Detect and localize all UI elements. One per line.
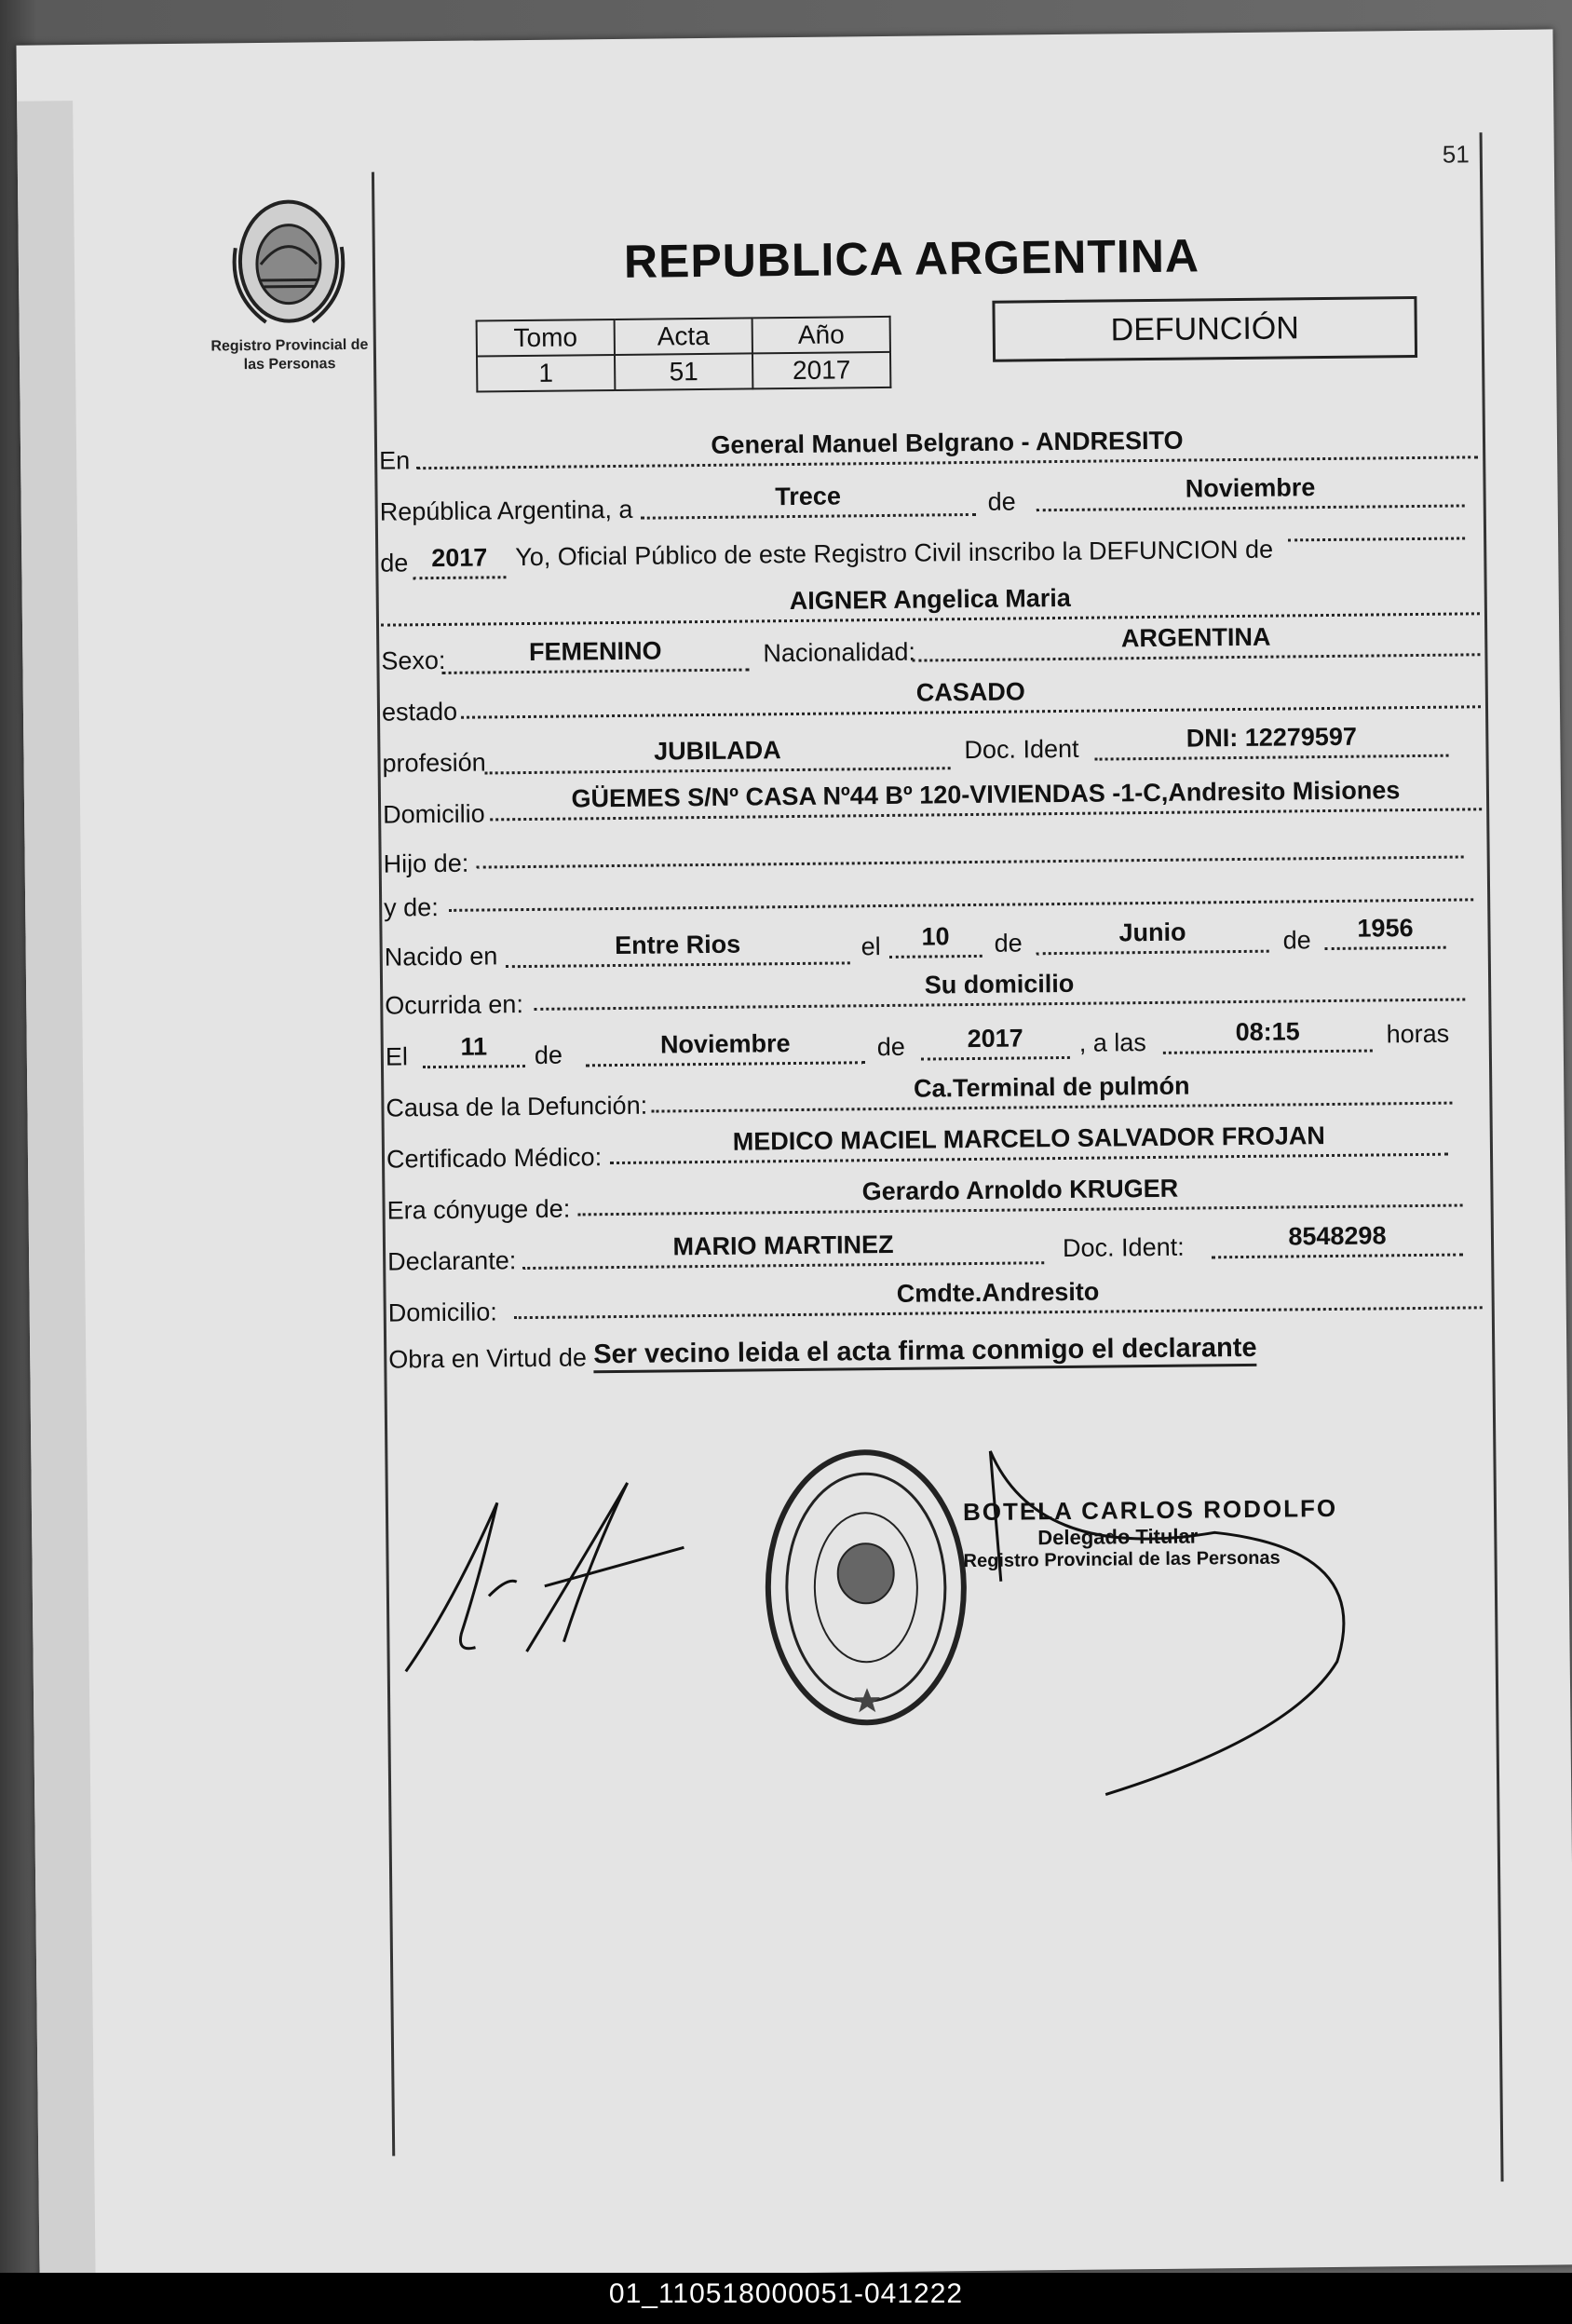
- value-domicilio-2: Cmdte.Andresito: [513, 1273, 1482, 1319]
- value-inscribo-blank: [1288, 533, 1465, 541]
- label-nacido: Nacido en: [384, 942, 498, 972]
- handwritten-signature: [385, 1463, 740, 1691]
- acta-table: [476, 316, 892, 393]
- official-seal: [757, 1437, 974, 1737]
- label-ocurrida: Ocurrida en:: [385, 990, 524, 1020]
- value-domicilio: GÜEMES S/Nº CASA Nº44 Bº 120-VIVIENDAS -1-C,Andresito Misiones: [490, 775, 1482, 821]
- signatory-org: Registro Provincial de las Personas: [963, 1547, 1281, 1572]
- acta-value-acta: 51: [615, 353, 752, 390]
- label-republica: República Argentina, a: [379, 495, 633, 526]
- acta-value-anio: 2017: [752, 352, 890, 389]
- label-a-las: , a las: [1078, 1028, 1146, 1057]
- label-de-3: de: [534, 1040, 563, 1069]
- label-de-2: de: [1282, 926, 1311, 955]
- crest-caption-line2: las Personas: [243, 356, 336, 374]
- label-causa: Causa de la Defunción:: [386, 1091, 648, 1122]
- label-de: de: [987, 487, 1016, 516]
- value-declarante: MARIO MARTINEZ: [522, 1229, 1044, 1270]
- label-horas: horas: [1386, 1019, 1450, 1049]
- label-de-1: de: [994, 929, 1023, 958]
- page-number: 51: [1442, 140, 1470, 169]
- label-de-4: de: [876, 1032, 905, 1062]
- value-profesion: JUBILADA: [484, 734, 950, 774]
- value-hijo: [476, 825, 1463, 868]
- value-death-time: 08:15: [1162, 1017, 1372, 1054]
- value-deceased-name: AIGNER Angelica Maria: [381, 579, 1480, 626]
- label-domicilio: Domicilio: [382, 799, 485, 829]
- value-month: Noviembre: [1036, 471, 1464, 511]
- label-de-year: de: [380, 549, 409, 578]
- value-nacionalidad: ARGENTINA: [912, 620, 1480, 661]
- document-type-box: DEFUNCIÓN: [992, 296, 1417, 362]
- value-doc-ident-2: 8548298: [1212, 1221, 1463, 1259]
- crest-icon: [227, 191, 350, 332]
- acta-header-acta: Acta: [615, 318, 752, 355]
- label-estado: estado: [381, 697, 458, 727]
- label-y-de: y de:: [384, 893, 439, 922]
- value-causa: Ca.Terminal de pulmón: [651, 1069, 1452, 1113]
- value-death-day: 11: [423, 1032, 525, 1068]
- acta-value-tomo: 1: [477, 355, 615, 392]
- label-en: En: [379, 446, 411, 475]
- value-death-month: Noviembre: [586, 1028, 865, 1067]
- label-nacionalidad: Nacionalidad:: [763, 637, 916, 668]
- label-sexo: Sexo:: [381, 646, 446, 675]
- right-margin-rule: [1480, 132, 1504, 2181]
- value-sexo: FEMENINO: [441, 636, 749, 674]
- label-declarante: Declarante:: [387, 1246, 517, 1276]
- value-death-year: 2017: [921, 1024, 1070, 1061]
- value-year: 2017: [413, 543, 506, 579]
- label-certificado: Certificado Médico:: [386, 1143, 603, 1174]
- certificate-page: [16, 29, 1572, 2280]
- label-el: el: [861, 932, 881, 961]
- signature-loop: [981, 1429, 1376, 1824]
- label-domicilio-2: Domicilio:: [387, 1298, 497, 1327]
- label-doc-ident: Doc. Ident: [964, 734, 1079, 765]
- label-hijo: Hijo de:: [383, 849, 469, 878]
- image-tag: 01_110518000051-041222: [608, 2278, 964, 2309]
- signatory-role: Delegado Titular: [1037, 1524, 1199, 1550]
- value-day-written: Trece: [640, 481, 975, 520]
- value-estado: CASADO: [461, 673, 1481, 718]
- provincial-crest: [199, 191, 379, 426]
- inscribo-text: Yo, Oficial Público de este Registro Civil inscribo la DEFUNCION de: [515, 535, 1274, 572]
- label-el-2: El: [385, 1042, 409, 1071]
- value-doc-ident: DNI: 12279597: [1094, 722, 1448, 761]
- label-doc-ident-2: Doc. Ident:: [1062, 1232, 1185, 1263]
- value-ocurrida: Su domicilio: [534, 965, 1465, 1010]
- label-obra: Obra en Virtud de: [388, 1343, 588, 1374]
- value-birth-month: Junio: [1036, 917, 1268, 956]
- value-birth-year: 1956: [1324, 914, 1445, 950]
- value-y-de: [449, 868, 1473, 912]
- value-obra: Ser vecino leida el acta firma conmigo el declarante: [593, 1333, 1257, 1373]
- signatory-name: BOTELA CARLOS RODOLFO: [962, 1493, 1338, 1527]
- label-profesion: profesión: [382, 748, 486, 778]
- acta-header-tomo: Tomo: [477, 319, 615, 357]
- value-certificado: MEDICO MACIEL MARCELO SALVADOR FROJAN: [610, 1121, 1448, 1164]
- acta-header-anio: Año: [752, 317, 890, 354]
- value-place: General Manuel Belgrano - ANDRESITO: [416, 423, 1478, 469]
- value-conyuge: Gerardo Arnoldo KRUGER: [577, 1172, 1462, 1216]
- value-birth-place: Entre Rios: [505, 929, 849, 968]
- label-conyuge: Era cónyuge de:: [386, 1194, 571, 1225]
- value-birth-day: 10: [888, 922, 982, 958]
- crest-caption-line1: Registro Provincial de: [210, 336, 369, 355]
- document-title: REPUBLICA ARGENTINA: [623, 229, 1200, 288]
